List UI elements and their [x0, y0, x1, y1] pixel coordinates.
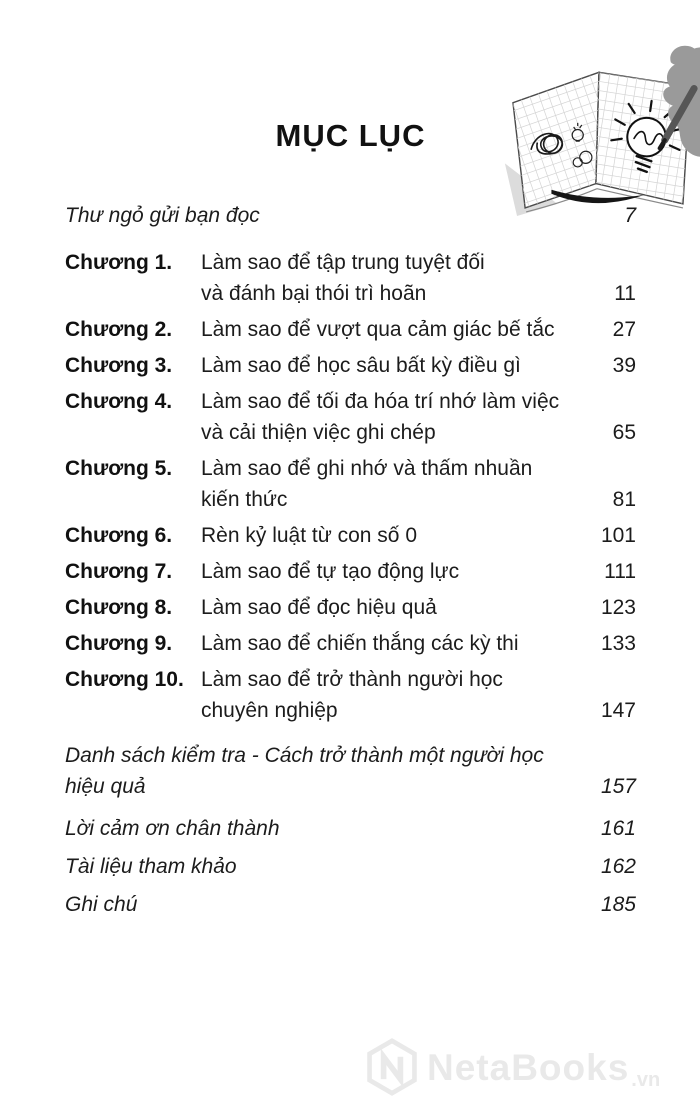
entry-title: Làm sao để đọc hiệu quả [201, 596, 437, 619]
toc-entry [65, 520, 636, 551]
entry-title: Tài liệu tham khảo [65, 855, 237, 878]
chapters-section [65, 247, 636, 726]
toc-entry [65, 453, 636, 515]
page-number: 161 [600, 817, 636, 840]
entry-title: Làm sao để tự tạo động lực [201, 560, 460, 583]
page-number: 162 [600, 855, 636, 878]
chapter-label: Chương 10. [65, 668, 184, 691]
toc-entry [65, 556, 636, 587]
chapter-label: Chương 8. [65, 596, 173, 619]
page-number: 185 [600, 893, 636, 916]
toc-entry [65, 200, 636, 231]
entry-title: Danh sách kiểm tra - Cách trở thành một người học hiệu quả [65, 744, 544, 798]
page-number: 123 [600, 596, 636, 619]
entry-title: Làm sao để trở thành người học chuyên nghiệp [201, 668, 503, 722]
toc-content [0, 118, 700, 920]
toc-entry [65, 740, 636, 802]
chapter-label: Chương 7. [65, 560, 173, 583]
toc-entry [65, 314, 636, 345]
page-number: 11 [614, 282, 636, 305]
front-matter-section [65, 200, 636, 231]
page-number: 111 [604, 560, 636, 583]
chapter-label: Chương 5. [65, 457, 173, 480]
chapter-label: Chương 6. [65, 524, 173, 547]
chapter-label: Chương 2. [65, 318, 173, 341]
page-number: 7 [624, 204, 636, 227]
page-number: 101 [600, 524, 636, 547]
entry-title: Làm sao để học sâu bất kỳ điều gì [201, 354, 521, 377]
toc-entry [65, 628, 636, 659]
chapter-label: Chương 9. [65, 632, 173, 655]
entry-title: Lời cảm ơn chân thành [65, 817, 280, 840]
entry-title: Làm sao để vượt qua cảm giác bế tắc [201, 318, 555, 341]
entry-title: Làm sao để tối đa hóa trí nhớ làm việc và cải thiện việc ghi chép [201, 390, 560, 444]
toc-entry [65, 247, 636, 309]
entry-title: Làm sao để chiến thắng các kỳ thi [201, 632, 519, 655]
toc-entry [65, 386, 636, 448]
page-title: MỤC LỤC [275, 118, 426, 153]
netabooks-watermark [366, 1038, 660, 1096]
entry-title: Rèn kỷ luật từ con số 0 [201, 524, 417, 547]
page-number: 65 [612, 421, 636, 444]
chapter-label: Chương 4. [65, 390, 173, 413]
toc-entry [65, 813, 636, 844]
page-number: 39 [612, 354, 636, 377]
page-number: 147 [600, 699, 636, 722]
toc-entry [65, 664, 636, 726]
watermark-suffix: .vn [631, 1069, 661, 1091]
page-number: 27 [612, 318, 636, 341]
page-number: 133 [600, 632, 636, 655]
entry-title: Thư ngỏ gửi bạn đọc [65, 204, 260, 227]
back-matter-section [65, 740, 636, 920]
toc-entry [65, 851, 636, 882]
netabooks-logo-icon [366, 1038, 418, 1096]
chapter-label: Chương 3. [65, 354, 173, 377]
entry-title: Làm sao để tập trung tuyệt đối và đánh bại thói trì hoãn [201, 251, 485, 305]
toc-entry [65, 889, 636, 920]
watermark-text: NetaBooks [427, 1046, 630, 1088]
toc-entry [65, 592, 636, 623]
entry-title: Ghi chú [65, 893, 138, 916]
toc-list [65, 200, 636, 920]
page-number: 81 [612, 488, 636, 511]
entry-title: Làm sao để ghi nhớ và thấm nhuần kiến thức [201, 457, 533, 511]
toc-entry [65, 350, 636, 381]
chapter-label: Chương 1. [65, 251, 173, 274]
page-number: 157 [600, 775, 636, 798]
